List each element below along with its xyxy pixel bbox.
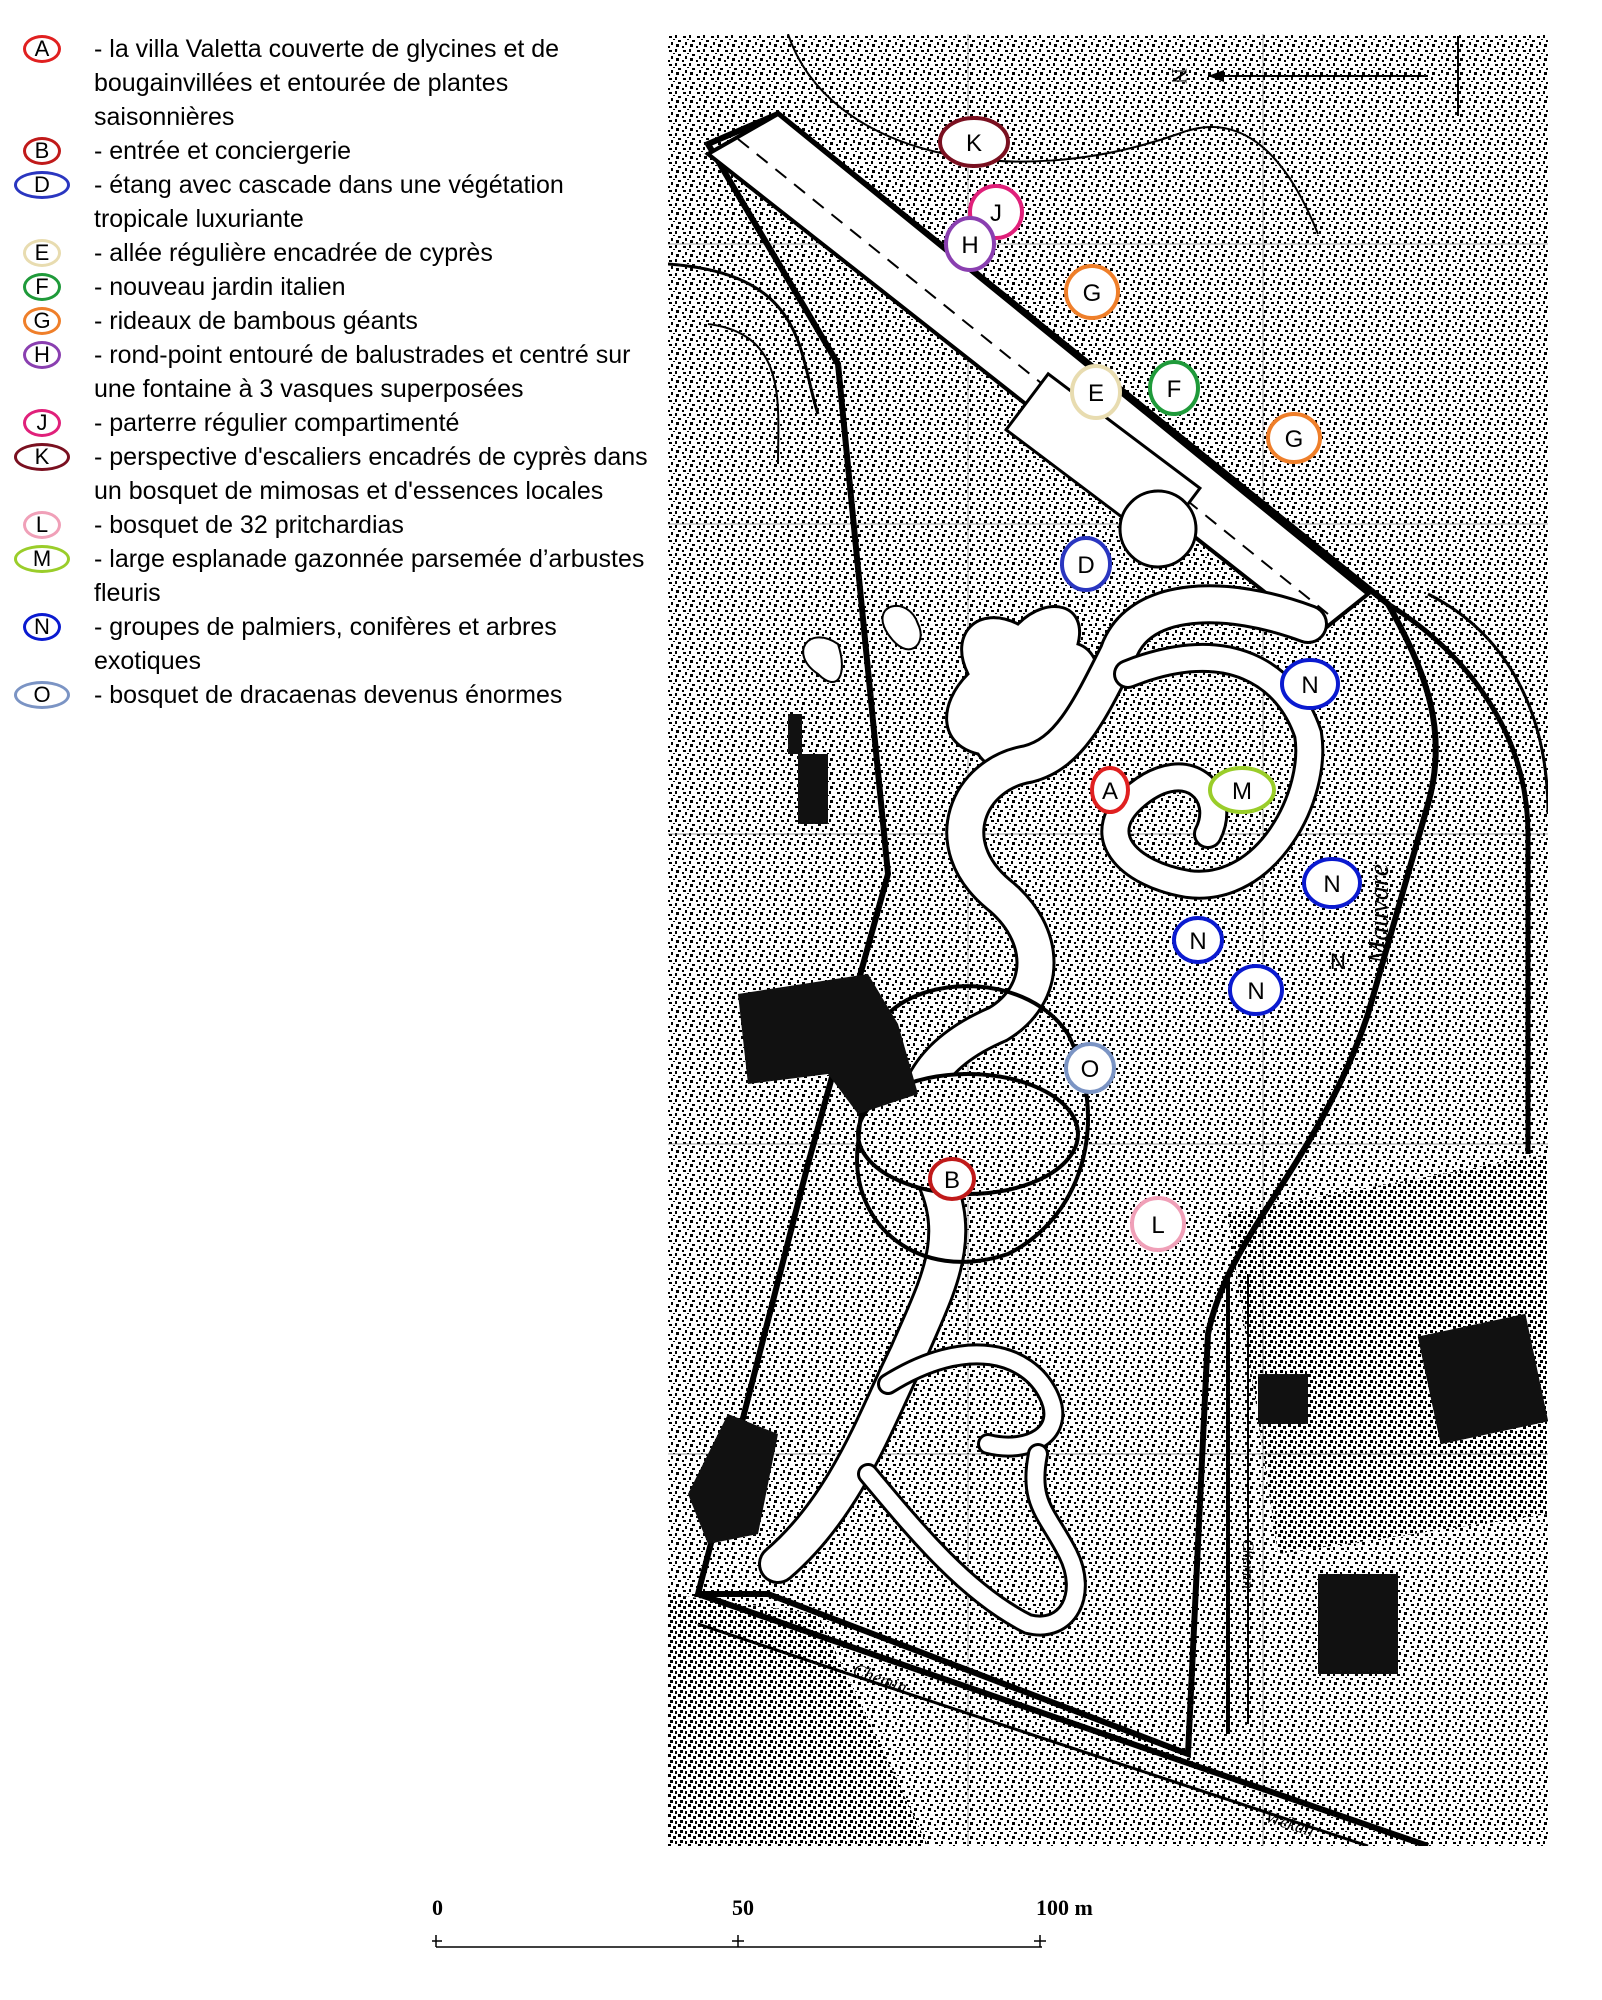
legend-item-f <box>14 270 654 304</box>
map-marker-n <box>1174 918 1222 962</box>
map-marker-n <box>1230 966 1282 1014</box>
map-marker-label: G <box>1082 280 1102 307</box>
legend-badge: K <box>14 443 70 471</box>
legend-badge: E <box>23 239 61 267</box>
legend-badge: A <box>23 35 61 63</box>
legend-badge: B <box>23 137 61 165</box>
map-marker-f <box>1150 362 1198 414</box>
legend-badge: M <box>14 545 70 573</box>
legend-item-l <box>14 508 654 542</box>
legend-badge: D <box>14 171 70 199</box>
map-marker-g <box>1268 414 1320 462</box>
scale-bar <box>432 1895 1112 1985</box>
map-marker-label: J <box>990 200 1002 227</box>
map-marker-label: L <box>1151 1212 1165 1239</box>
map-marker-label: H <box>961 232 979 259</box>
legend-text: - bosquet de 32 pritchardias <box>94 511 404 539</box>
map-marker-label: N <box>1247 978 1265 1005</box>
scale-line <box>432 1929 1112 1953</box>
legend-item-o <box>14 678 654 712</box>
map-marker-label: G <box>1284 426 1304 453</box>
map-marker-label: N <box>1189 928 1207 955</box>
legend-item-a <box>14 32 654 134</box>
map-marker-n <box>1304 859 1360 907</box>
legend-text: - rond-point entouré de balustrades et centré sur une fontaine à 3 vasques superposées <box>94 341 631 403</box>
legend <box>14 32 654 712</box>
legend-item-k <box>14 440 654 508</box>
legend-text: - parterre régulier compartimenté <box>94 409 460 437</box>
map-marker-n <box>1282 660 1338 708</box>
map-drawing <box>668 34 1548 1846</box>
legend-item-n <box>14 610 654 678</box>
scale-tick-0: 0 <box>432 1895 443 1920</box>
legend-badge: F <box>23 273 61 301</box>
map-marker-l <box>1132 1198 1184 1250</box>
legend-badge: G <box>23 307 61 335</box>
map-marker-label: O <box>1080 1056 1100 1083</box>
italian-garden-fountain <box>1120 491 1196 567</box>
legend-text: - groupes de palmiers, conifères et arbres exotiques <box>94 613 557 675</box>
plain-n-label: N <box>1330 949 1346 974</box>
legend-item-b <box>14 134 654 168</box>
legend-text: - large esplanade gazonnée parsemée d’arbustes fleuris <box>94 545 645 607</box>
road-label-south-1: Chemin <box>850 1659 910 1698</box>
legend-text: - nouveau jardin italien <box>94 273 346 301</box>
legend-item-e <box>14 236 654 270</box>
outbuilding-2 <box>788 714 802 754</box>
map-marker-label: B <box>943 1167 961 1194</box>
legend-text: - étang avec cascade dans une végétation tropicale luxuriante <box>94 171 564 233</box>
road-label-south-2: Chemin <box>1239 1539 1256 1589</box>
legend-item-d <box>14 168 654 236</box>
road-label-south-3: Vrekalı <box>1262 1805 1318 1841</box>
legend-item-g <box>14 304 654 338</box>
map-marker-label: M <box>1232 778 1252 805</box>
garden-map <box>668 34 1548 1846</box>
legend-badge: N <box>23 613 61 641</box>
legend-text: - perspective d'escaliers encadrés de cyprès dans un bosquet de mimosas et d'essences locales <box>94 443 648 505</box>
map-marker-label: A <box>1101 778 1119 805</box>
legend-item-h <box>14 338 654 406</box>
legend-badge: O <box>14 681 70 709</box>
map-marker-a <box>1092 768 1128 812</box>
map-marker-m <box>1210 768 1274 812</box>
building-se-2 <box>1318 1574 1398 1674</box>
map-marker-label: K <box>965 130 983 157</box>
scale-tick-100: 100 m <box>1036 1895 1093 1920</box>
legend-text: - entrée et conciergerie <box>94 137 352 165</box>
map-marker-h <box>946 218 994 270</box>
legend-badge: L <box>23 511 61 539</box>
legend-text: - allée régulière encadrée de cyprès <box>94 239 493 267</box>
legend-text: - la villa Valetta couverte de glycines et de bougainvillées et entourée de plantes saisonnières <box>94 35 560 131</box>
road-label-east: Mauvare <box>1364 863 1395 965</box>
map-marker-k <box>940 118 1008 166</box>
legend-item-j <box>14 406 654 440</box>
building-se-1 <box>1418 1314 1548 1444</box>
legend-text: - bosquet de dracaenas devenus énormes <box>94 681 563 709</box>
map-marker-label: N <box>1323 871 1341 898</box>
legend-badge: J <box>23 409 61 437</box>
legend-item-m <box>14 542 654 610</box>
map-marker-g <box>1066 266 1118 318</box>
scale-tick-50: 50 <box>732 1895 754 1920</box>
map-marker-b <box>930 1159 974 1199</box>
map-marker-label: D <box>1077 552 1095 579</box>
map-marker-e <box>1072 366 1120 418</box>
map-marker-label: E <box>1087 380 1105 407</box>
map-marker-d <box>1062 538 1110 590</box>
legend-text: - rideaux de bambous géants <box>94 307 418 335</box>
outbuilding-1 <box>798 754 828 824</box>
building-se-3 <box>1258 1374 1308 1424</box>
map-marker-label: N <box>1301 672 1319 699</box>
map-marker-label: F <box>1166 376 1182 403</box>
map-marker-o <box>1066 1044 1114 1092</box>
legend-badge: H <box>23 341 61 369</box>
north-label: N <box>1167 68 1192 84</box>
